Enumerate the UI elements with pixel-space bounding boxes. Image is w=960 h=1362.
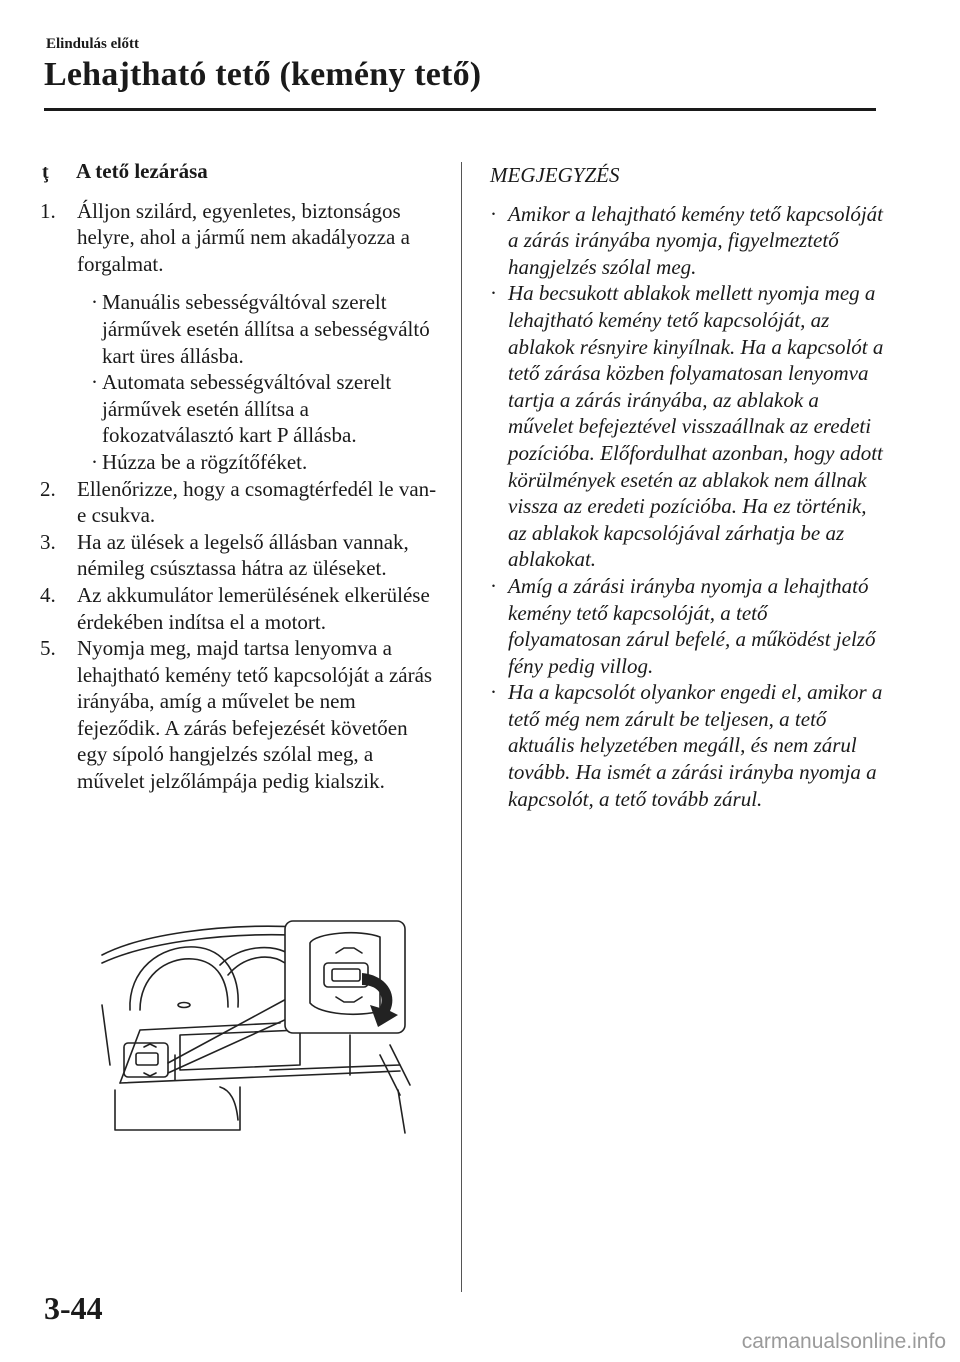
note-text: Amíg a zárási irányba nyomja a lehajtható kemény tető kapcsolóját, a tető folyamatosan zárul befelé, a működést jelző fény pedig villog.: [508, 573, 876, 678]
note-column: [490, 162, 885, 812]
bullet-item: [78, 289, 440, 369]
procedure-heading: [40, 158, 440, 186]
bullet-text: Automata sebességváltóval szerelt járművek esetén állítsa a fokozatválasztó kart P állásba.: [102, 370, 392, 448]
step-2: [40, 476, 440, 529]
note-item: [490, 201, 885, 281]
dashboard-edge: [102, 926, 300, 955]
note-item: [490, 280, 885, 573]
step-number: 2.: [40, 476, 56, 501]
step-text: Álljon szilárd, egyenletes, biztonságos helyre, ahol a jármű nem akadályozza a forgalmat.: [77, 198, 410, 276]
bullet-text: Manuális sebességváltóval szerelt járművek esetén állítsa a sebességváltó kart üres állásba.: [102, 290, 430, 368]
bullet-dot-icon: ·: [91, 370, 98, 395]
step-number: 3.: [40, 529, 56, 554]
bullet-dot-icon: ·: [490, 201, 497, 226]
step-number: 1.: [40, 198, 56, 223]
bullet-dot-icon: ·: [91, 449, 98, 474]
section-label: Elindulás előtt: [46, 36, 139, 52]
bullet-dot-icon: ·: [490, 680, 497, 705]
step-1-bullets: [40, 289, 440, 475]
page-title: Lehajtható tető (kemény tető): [44, 56, 482, 93]
step-3: [40, 529, 440, 582]
bullet-item: [78, 369, 440, 449]
step-4: [40, 582, 440, 635]
note-text: Ha a kapcsolót olyankor engedi el, amikor a tető még nem zárult be teljesen, a tető aktuális helyzetében megáll, és nem zárul tovább. Ha ismét a zárási irányba nyomja a kapcsolót, a tető tovább zárul.: [508, 680, 883, 811]
watermark: carmanualsonline.info: [741, 1330, 946, 1353]
step-text: Ellenőrizze, hogy a csomagtérfedél le van-e csukva.: [77, 476, 437, 528]
procedure-heading-text: A tető lezárása: [76, 159, 208, 183]
note-item: [490, 573, 885, 679]
column-divider: [461, 162, 462, 1292]
note-heading: MEGJEGYZÉS: [490, 163, 620, 187]
section-marker-icon: ţ: [42, 161, 49, 183]
page-number: 3-44: [44, 1290, 103, 1326]
roof-switch-illustration: [100, 915, 415, 1140]
bullet-item: [78, 449, 440, 476]
bullet-dot-icon: ·: [490, 281, 497, 306]
bullet-text: Húzza be a rögzítőféket.: [102, 449, 308, 474]
title-rule: [44, 108, 876, 111]
step-5: [40, 635, 440, 795]
bullet-dot-icon: ·: [91, 290, 98, 315]
procedure-column: [40, 158, 440, 795]
step-number: 4.: [40, 582, 56, 607]
step-number: 5.: [40, 636, 56, 661]
note-text: Amikor a lehajtható kemény tető kapcsolóját a zárás irányába nyomja, figyelmeztető hangjelzés szólal meg.: [508, 201, 883, 279]
step-text: Nyomja meg, majd tartsa lenyomva a lehajtható kemény tető kapcsolóját a zárás irányába, amíg a művelet be nem fejeződik. A zárás befejezését követően egy sípoló hangjelzés szólal meg, a művelet jelzőlámpája pedig kialszik.: [77, 636, 433, 794]
note-item: [490, 679, 885, 812]
step-1: [40, 198, 440, 278]
note-text: Ha becsukott ablakok mellett nyomja meg a lehajtható kemény tető kapcsolóját, az ablakok résnyire kinyílnak. Ha a kapcsolót a tető zárása közben folyamatosan lenyomva tartja a zárás irányába, az ablakok a művelet befejeztével visszaállnak az eredeti pozícióba. Előfordulhat azonban, hogy adott körülmények esetén az ablakok nem állnak vissza az eredeti pozícióba. Ha ez történik, az ablakok kapcsolójával zárhatja be az ablakokat.: [508, 281, 884, 572]
step-text: Az akkumulátor lemerülésének elkerülése érdekében indítsa el a motort.: [77, 582, 430, 634]
bullet-dot-icon: ·: [490, 573, 497, 598]
step-text: Ha az ülések a legelső állásban vannak, némileg csúsztassa hátra az üléseket.: [77, 529, 409, 581]
